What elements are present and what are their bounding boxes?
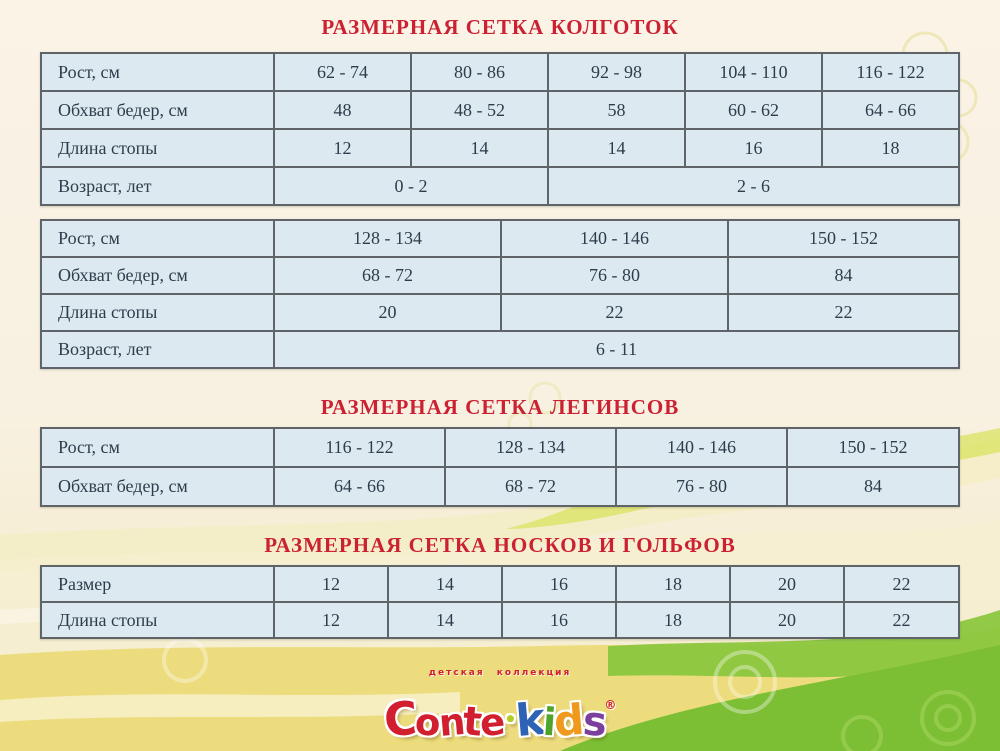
table-row (41, 91, 959, 129)
value-cell: 140 - 146 (501, 220, 728, 257)
tights-size-table-upper (40, 52, 960, 206)
logo-letter: • (503, 706, 517, 732)
logo-letter: e (478, 700, 506, 745)
row-label-cell: Обхват бедер, см (41, 257, 274, 294)
value-cell: 14 (411, 129, 548, 167)
value-cell: 150 - 152 (787, 428, 959, 467)
row-label-cell: Возраст, лет (41, 331, 274, 368)
row-label-cell: Размер (41, 566, 274, 602)
row-label-cell: Рост, см (41, 53, 274, 91)
logo-tagline: детская коллекция (428, 668, 572, 678)
value-cell: 128 - 134 (445, 428, 616, 467)
value-cell: 104 - 110 (685, 53, 822, 91)
row-label-cell: Обхват бедер, см (41, 91, 274, 129)
socks-size-table (40, 565, 960, 639)
value-cell: 18 (822, 129, 959, 167)
leggings-size-table (40, 427, 960, 507)
value-cell: 18 (616, 602, 730, 638)
value-cell: 12 (274, 602, 388, 638)
value-cell: 16 (685, 129, 822, 167)
value-cell: 68 - 72 (445, 467, 616, 506)
value-cell: 22 (844, 602, 959, 638)
table-row (41, 53, 959, 91)
value-cell: 92 - 98 (548, 53, 685, 91)
section-title-socks: РАЗМЕРНАЯ СЕТКА НОСКОВ И ГОЛЬФОВ (264, 533, 736, 557)
value-cell: 48 - 52 (411, 91, 548, 129)
value-cell: 116 - 122 (274, 428, 445, 467)
logo-letter: i (541, 699, 557, 745)
value-cell: 20 (730, 566, 844, 602)
value-cell: 14 (388, 602, 502, 638)
row-label-cell: Обхват бедер, см (41, 467, 274, 506)
value-cell: 22 (844, 566, 959, 602)
value-cell: 14 (388, 566, 502, 602)
value-cell: 76 - 80 (616, 467, 787, 506)
value-cell: 116 - 122 (822, 53, 959, 91)
row-label-cell: Длина стопы (41, 129, 274, 167)
registered-mark: ® (604, 698, 617, 712)
value-cell: 20 (274, 294, 501, 331)
value-cell: 18 (616, 566, 730, 602)
value-cell: 84 (728, 257, 959, 294)
value-cell: 76 - 80 (501, 257, 728, 294)
value-cell: 22 (728, 294, 959, 331)
value-cell: 6 - 11 (274, 331, 959, 368)
value-cell: 60 - 62 (685, 91, 822, 129)
value-cell: 68 - 72 (274, 257, 501, 294)
value-cell: 20 (730, 602, 844, 638)
value-cell: 150 - 152 (728, 220, 959, 257)
logo-letter: s (580, 698, 606, 746)
table-row (41, 467, 959, 506)
logo-letter: n (436, 700, 465, 745)
value-cell: 58 (548, 91, 685, 129)
table-row (41, 331, 959, 368)
table-row (41, 220, 959, 257)
value-cell: 12 (274, 566, 388, 602)
table-row (41, 167, 959, 205)
row-label-cell: Длина стопы (41, 602, 274, 638)
value-cell: 140 - 146 (616, 428, 787, 467)
row-label-cell: Длина стопы (41, 294, 274, 331)
value-cell: 84 (787, 467, 959, 506)
table-row (41, 428, 959, 467)
value-cell: 16 (502, 602, 616, 638)
section-title-tights: РАЗМЕРНАЯ СЕТКА КОЛГОТОК (321, 15, 679, 39)
value-cell: 22 (501, 294, 728, 331)
value-cell: 0 - 2 (274, 167, 548, 205)
row-label-cell: Рост, см (41, 220, 274, 257)
value-cell: 64 - 66 (822, 91, 959, 129)
value-cell: 48 (274, 91, 411, 129)
row-label-cell: Возраст, лет (41, 167, 274, 205)
logo-letter: t (461, 698, 482, 746)
logo-letter: o (413, 700, 441, 745)
conte-kids-logo (0, 668, 1000, 751)
value-cell: 62 - 74 (274, 53, 411, 91)
value-cell: 80 - 86 (411, 53, 548, 91)
value-cell: 2 - 6 (548, 167, 959, 205)
table-row (41, 257, 959, 294)
logo-letter: d (552, 694, 585, 747)
logo-letter: k (513, 693, 546, 748)
table-row (41, 566, 959, 602)
value-cell: 16 (502, 566, 616, 602)
logo-brand-wordmark (0, 679, 1000, 751)
table-row (41, 602, 959, 638)
table-row (41, 129, 959, 167)
value-cell: 64 - 66 (274, 467, 445, 506)
value-cell: 12 (274, 129, 411, 167)
row-label-cell: Рост, см (41, 428, 274, 467)
logo-letter: C (381, 690, 418, 748)
tights-size-table-lower (40, 219, 960, 369)
section-title-leggings: РАЗМЕРНАЯ СЕТКА ЛЕГИНСОВ (320, 395, 680, 419)
table-row (41, 294, 959, 331)
value-cell: 14 (548, 129, 685, 167)
value-cell: 128 - 134 (274, 220, 501, 257)
